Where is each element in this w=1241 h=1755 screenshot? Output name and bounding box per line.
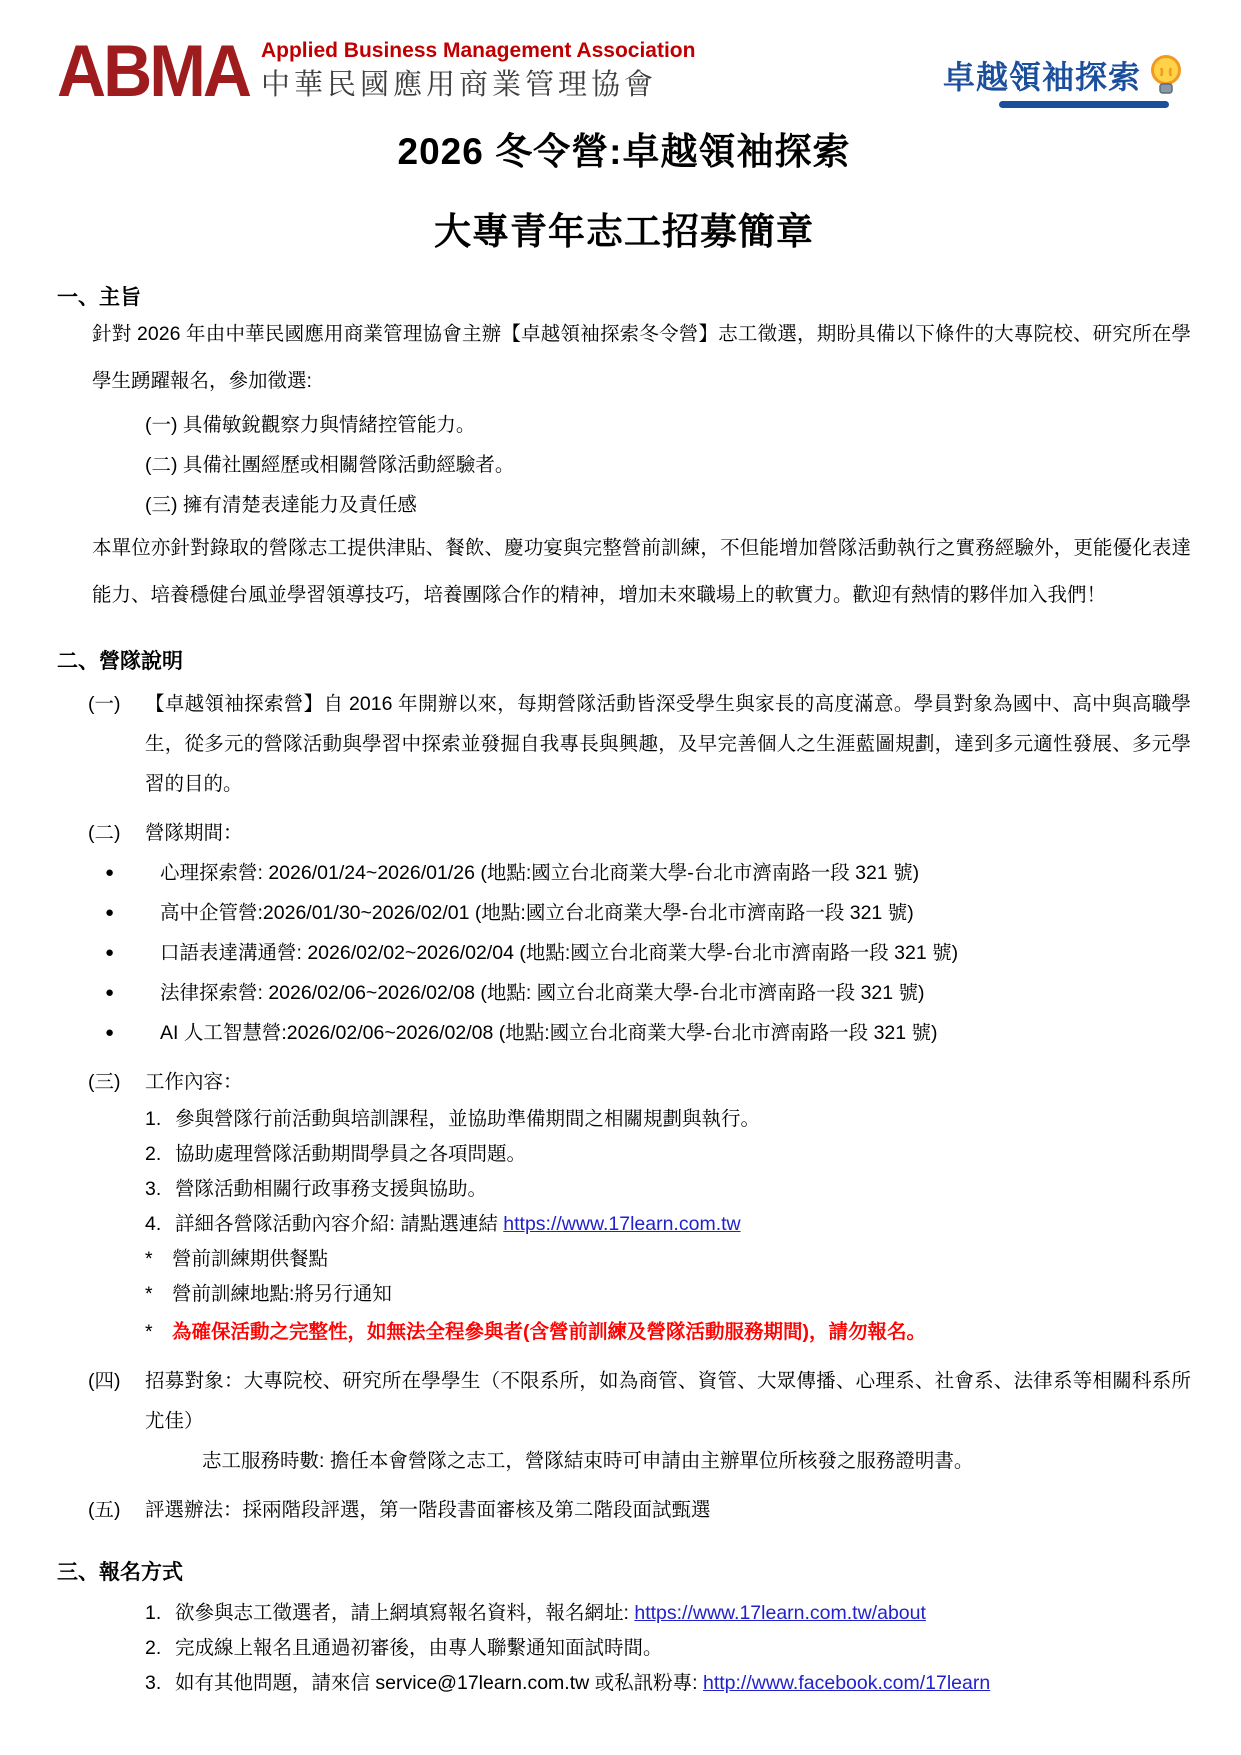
camp-period-item <box>88 813 1191 853</box>
step-number: 1. <box>145 1601 162 1624</box>
camp-list-item <box>105 893 1191 933</box>
camp-desc-item <box>88 684 1191 804</box>
camp-schedule: 心理探索營: 2026/01/24~2026/01/26 (地點:國立台北商業大學-台北市濟南路一段 321 號) <box>160 861 920 884</box>
warning-text: 為確保活動之完整性，如無法全程參與者(含營前訓練及營隊活動服務期間)，請勿報名。 <box>172 1320 926 1343</box>
item-label: (一) <box>88 692 121 715</box>
abma-acronym: ABMA <box>57 29 249 113</box>
duty-link-prefix: 詳細各營隊活動內容介紹: 請點選連結 <box>175 1212 504 1235</box>
item-label: (五) <box>88 1498 121 1521</box>
item-text: 招募對象：大專院校、研究所在學學生（不限系所，如為商管、資管、大眾傳播、心理系、社會系、法律系等相關科系所尤佳） <box>145 1369 1191 1432</box>
camp-logo <box>943 52 1185 98</box>
duty-number: 4. <box>145 1212 162 1235</box>
note-text: 營前訓練地點:將另行通知 <box>172 1282 392 1305</box>
registration-link[interactable]: https://www.17learn.com.tw/about <box>634 1601 926 1624</box>
note-item <box>145 1277 1191 1312</box>
item-text: 工作內容： <box>145 1070 243 1093</box>
item-text: 【卓越領袖探索營】自 2016 年開辦以來，每期營隊活動皆深受學生與家長的高度滿意。學員對象為國中、高中與高職學生，從多元的營隊活動與學習中探索並發掘自我專長與興趣，及早完善個人之生涯藍圖規劃，達到多元適性發展、多元學習的目的。 <box>145 692 1191 795</box>
note-item <box>145 1242 1191 1277</box>
bullet-icon: ● <box>105 943 115 961</box>
benefits-paragraph: 本單位亦針對錄取的營隊志工提供津貼、餐飲、慶功宴與完整營前訓練，不但能增加營隊活動執行之實務經驗外，更能優化表達能力、培養穩健台風並學習領導技巧，培養團隊合作的精神，增加未來職場上的軟實力。歡迎有熱情的夥伴加入我們！ <box>92 536 1191 606</box>
step-prefix: 如有其他問題，請來信 service@17learn.com.tw 或私訊粉專: <box>175 1671 703 1694</box>
camp-schedule: 高中企管營:2026/01/30~2026/02/01 (地點:國立台北商業大學-台北市濟南路一段 321 號) <box>160 901 914 924</box>
registration-step <box>145 1631 1191 1666</box>
camp-list-item <box>105 933 1191 973</box>
step-prefix: 欲參與志工徵選者，請上網填寫報名資料，報名網址: <box>175 1601 635 1624</box>
section-heading-purpose: 一、主旨 <box>57 285 141 309</box>
purpose-intro: 針對 2026 年由中華民國應用商業管理協會主辦【卓越領袖探索冬令營】志工徵選，期盼具備以下條件的大專院校、研究所在學學生踴躍報名，參加徵選: <box>92 322 1191 392</box>
step-text <box>175 1596 1191 1631</box>
doc-title-line1: 2026 冬令營:卓越領袖探索 <box>397 130 851 172</box>
abma-logo <box>57 29 696 113</box>
asterisk-mark: * <box>145 1247 153 1270</box>
asterisk-mark: * <box>145 1320 153 1343</box>
note-text: 營前訓練期供餐點 <box>172 1247 329 1270</box>
asterisk-mark: * <box>145 1282 153 1305</box>
step-text <box>175 1666 1191 1701</box>
bullet-icon: ● <box>105 1023 115 1041</box>
duty-item <box>145 1137 1191 1172</box>
condition-item: (三) 擁有清楚表達能力及責任感 <box>145 493 417 516</box>
duty-text: 營隊活動相關行政事務支援與協助。 <box>175 1177 488 1200</box>
condition-item: (一) 具備敏銳觀察力與情緒控管能力。 <box>145 413 476 436</box>
swoosh-underline <box>999 101 1169 108</box>
camp-schedule: 法律探索營: 2026/02/06~2026/02/08 (地點: 國立台北商業大學-台北市濟南路一段 321 號) <box>160 981 925 1004</box>
registration-step <box>145 1666 1191 1701</box>
registration-step <box>145 1596 1191 1631</box>
camp-schedule: AI 人工智慧營:2026/02/06~2026/02/08 (地點:國立台北商業大學-台北市濟南路一段 321 號) <box>160 1021 938 1044</box>
camp-logo-text: 卓越領袖探索 <box>942 59 1141 95</box>
camp-list-item <box>105 973 1191 1013</box>
duty-item <box>145 1172 1191 1207</box>
recruit-target-item <box>88 1361 1191 1441</box>
abma-name-en: Applied Business Management Association <box>260 39 696 62</box>
bullet-icon: ● <box>105 863 115 881</box>
duty-text: 協助處理營隊活動期間學員之各項問題。 <box>175 1142 527 1165</box>
lightbulb-icon <box>1147 54 1185 100</box>
warning-note <box>145 1312 1191 1352</box>
section-heading-registration: 三、報名方式 <box>57 1560 183 1584</box>
step-text: 完成線上報名且通過初審後，由專人聯繫通知面試時間。 <box>175 1636 663 1659</box>
camp-intro-link[interactable]: https://www.17learn.com.tw <box>503 1212 741 1235</box>
doc-title-line2: 大專青年志工招募簡章 <box>434 210 814 252</box>
duty-item <box>145 1102 1191 1137</box>
facebook-link[interactable]: http://www.facebook.com/17learn <box>702 1671 991 1694</box>
service-hours-note: 志工服務時數: 擔任本會營隊之志工，營隊結束時可申請由主辦單位所核發之服務證明書。 <box>202 1449 974 1472</box>
condition-item: (二) 具備社團經歷或相關營隊活動經驗者。 <box>145 453 515 476</box>
abma-name-zh: 中華民國應用商業管理協會 <box>260 69 657 102</box>
camp-schedule: 口語表達溝通營: 2026/02/02~2026/02/04 (地點:國立台北商業大學-台北市濟南路一段 321 號) <box>160 941 959 964</box>
work-content-item <box>88 1062 1191 1102</box>
bullet-icon: ● <box>105 983 115 1001</box>
document-header <box>57 29 1191 113</box>
item-text: 評選辦法：採兩階段評選，第一階段書面審核及第二階段面試甄選 <box>145 1498 711 1521</box>
duty-number: 2. <box>145 1142 162 1165</box>
item-label: (四) <box>88 1369 121 1392</box>
step-number: 2. <box>145 1636 162 1659</box>
abma-names <box>261 36 695 103</box>
step-number: 3. <box>145 1671 162 1694</box>
duty-item <box>145 1207 1191 1242</box>
section-heading-camps: 二、營隊說明 <box>57 649 183 673</box>
camp-list-item <box>105 1013 1191 1053</box>
bullet-icon: ● <box>105 903 115 921</box>
item-text: 營隊期間： <box>145 821 243 844</box>
item-label: (二) <box>88 821 121 844</box>
camp-list-item <box>105 853 1191 893</box>
item-label: (三) <box>88 1070 121 1093</box>
duty-number: 3. <box>145 1177 162 1200</box>
duty-text: 參與營隊行前活動與培訓課程，並協助準備期間之相關規劃與執行。 <box>175 1107 761 1130</box>
duty-text <box>175 1207 1191 1242</box>
duty-number: 1. <box>145 1107 162 1130</box>
selection-method-item <box>88 1490 1191 1530</box>
